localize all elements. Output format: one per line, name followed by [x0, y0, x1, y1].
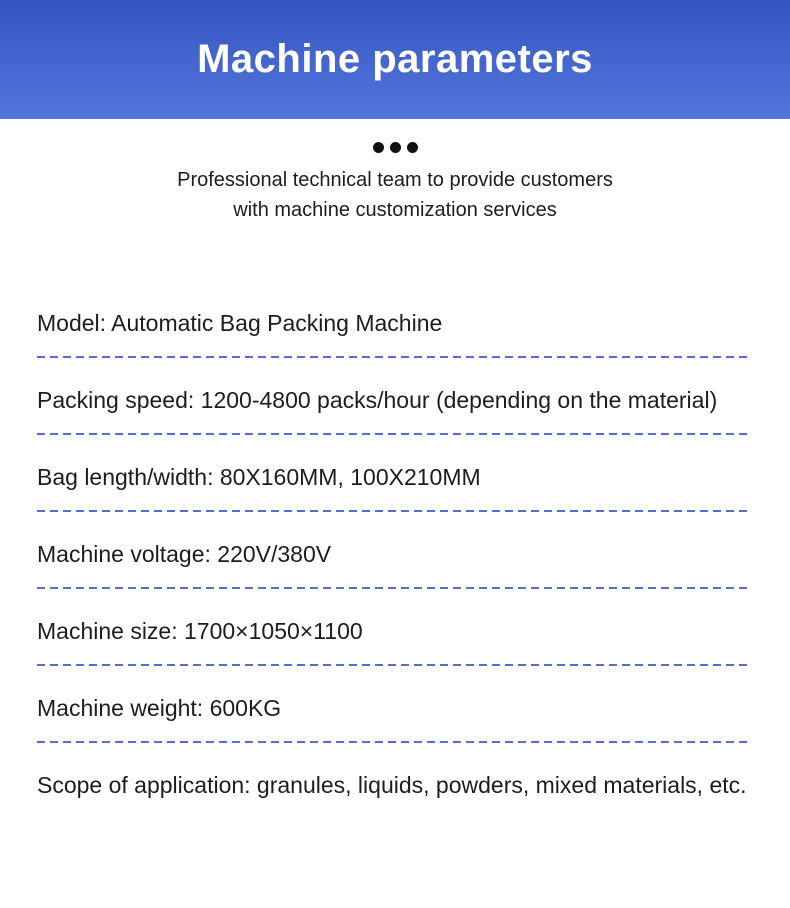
- intro-subtitle-line-1: Professional technical team to provide customers: [177, 169, 613, 191]
- header-banner: [0, 0, 790, 119]
- spec-item-machine-size: Machine size: 1700×1050×1100: [37, 618, 363, 644]
- spec-item-machine-weight: Machine weight: 600KG: [37, 695, 282, 721]
- dashed-divider: [37, 664, 750, 666]
- dashed-divider: [37, 587, 750, 589]
- intro-subtitle: [0, 165, 790, 225]
- spec-list: [0, 308, 790, 800]
- dashed-divider: [37, 356, 750, 358]
- spec-item-model: Model: Automatic Bag Packing Machine: [37, 310, 443, 336]
- dashed-divider: [37, 741, 750, 743]
- spec-item-bag-size: Bag length/width: 80X160MM, 100X210MM: [37, 464, 481, 490]
- spec-item-packing-speed: Packing speed: 1200-4800 packs/hour (depending on the material): [37, 387, 718, 413]
- dot-icon: [390, 142, 401, 153]
- dashed-divider: [37, 510, 750, 512]
- spec-item-voltage: Machine voltage: 220V/380V: [37, 541, 332, 567]
- page-title: Machine parameters: [197, 37, 593, 81]
- spec-item-application-scope: Scope of application: granules, liquids, powders, mixed materials, etc.: [37, 772, 747, 798]
- dashed-divider: [37, 433, 750, 435]
- dot-icon: [373, 142, 384, 153]
- ellipsis-dots-icon: [0, 142, 790, 153]
- dot-icon: [407, 142, 418, 153]
- intro-subtitle-line-2: with machine customization services: [233, 199, 557, 221]
